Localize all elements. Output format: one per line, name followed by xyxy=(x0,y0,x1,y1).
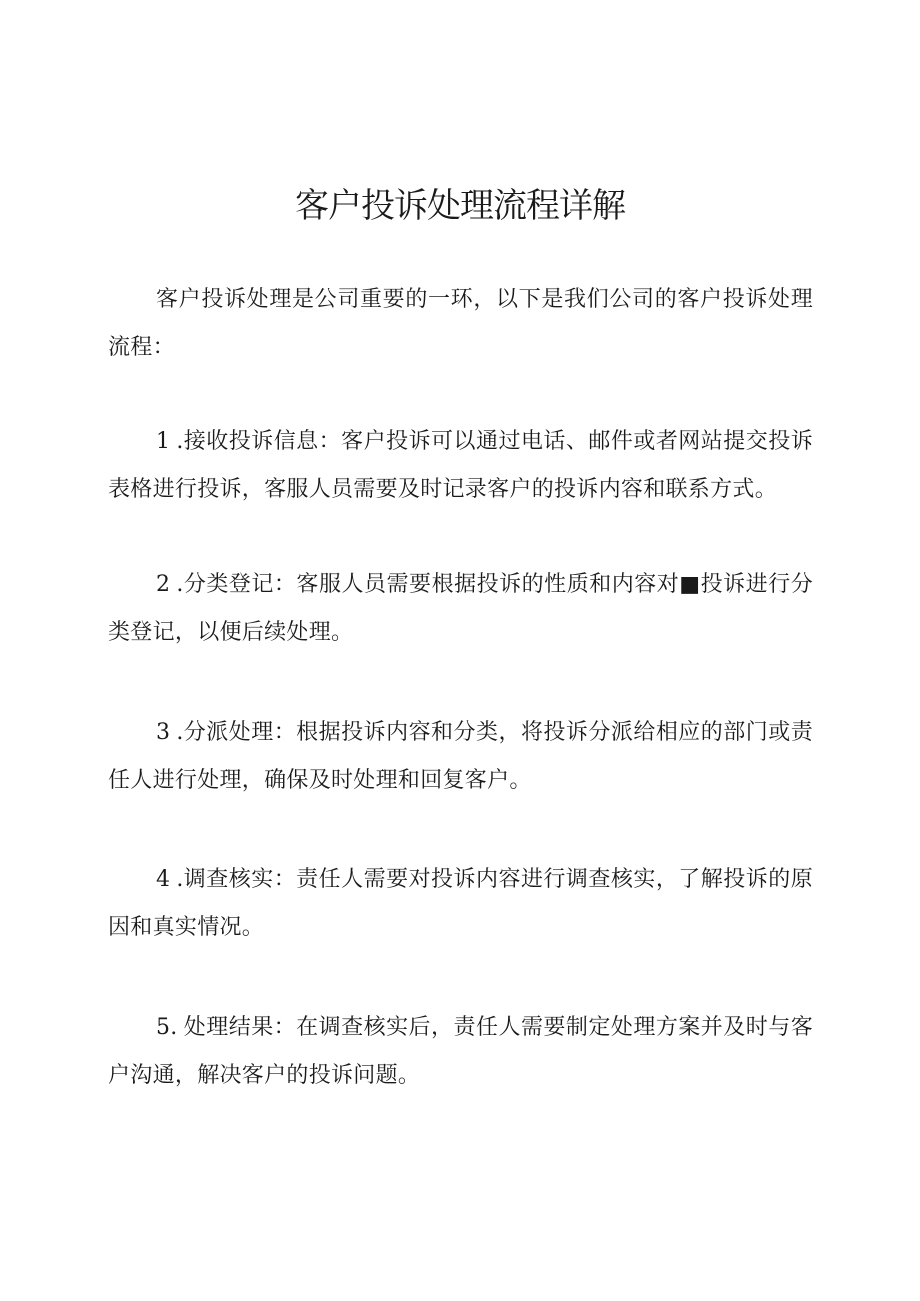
step-paragraph xyxy=(108,561,813,657)
step-number: 4 xyxy=(156,867,171,892)
step-number: 1 xyxy=(156,429,171,454)
step-number: 5. xyxy=(156,1015,178,1040)
step-text: 处理结果：在调查核实后，责任人需要制定处理方案并及时与客户沟通，解决客户的投诉问题。 xyxy=(108,1015,813,1088)
step-paragraph xyxy=(108,418,813,514)
step-text: .调查核实：责任人需要对投诉内容进行调查核实，了解投诉的原因和真实情况。 xyxy=(108,867,813,940)
step-number: 2 xyxy=(156,572,171,597)
step-number: 3 xyxy=(156,720,171,745)
intro-paragraph: 客户投诉处理是公司重要的一环，以下是我们公司的客户投诉处理流程： xyxy=(108,287,813,360)
page-title: 客户投诉处理流程详解 xyxy=(295,186,625,226)
step-paragraph xyxy=(108,856,813,952)
step-text: .接收投诉信息：客户投诉可以通过电话、邮件或者网站提交投诉表格进行投诉，客服人员需要及时记录客户的投诉内容和联系方式。 xyxy=(108,429,813,502)
step-text: .分类登记：客服人员需要根据投诉的性质和内容对■投诉进行分类登记，以便后续处理。 xyxy=(108,572,813,645)
step-paragraph xyxy=(108,1004,813,1100)
step-text: .分派处理：根据投诉内容和分类，将投诉分派给相应的部门或责任人进行处理，确保及时处理和回复客户。 xyxy=(108,720,813,793)
step-paragraph xyxy=(108,709,813,805)
